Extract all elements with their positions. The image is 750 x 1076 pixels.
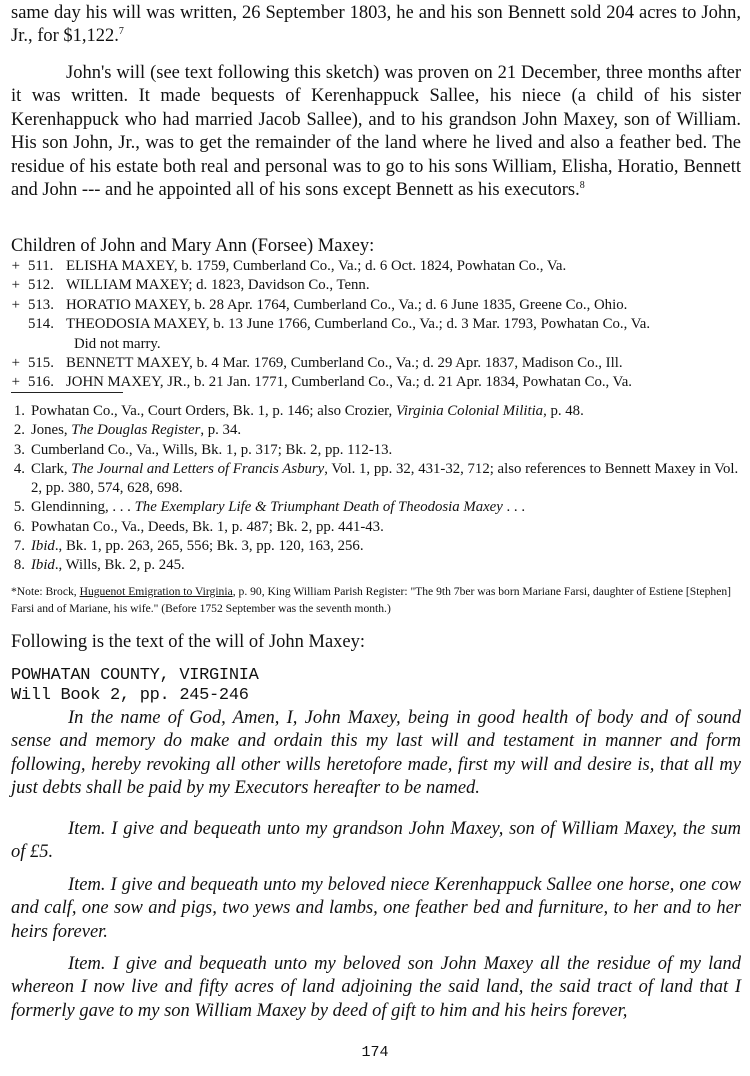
footnote	[0, 498, 750, 517]
paragraph-will-summary: John's will (see text following this sketch) was proven on 21 December, three months after it was written. It made bequests of Kerenhappuck Sallee, his niece (a child of his sister Kerenhappuck who had married Jacob Sallee), and to his grandson John Maxey, son of William. His son John, Jr., was to get the remainder of the land where he lived and also a feather bed. The residue of his estate both real and personal was to go to his sons William, Elisha, Horatio, Bennett and John --- and he appointed all of his sons except Bennett as his executors.$^8$	[11, 63, 741, 201]
page-number: 174	[361, 1044, 389, 1061]
footnote-ref: 8	[579, 179, 585, 191]
descendant-marker: +	[11, 355, 20, 372]
footnote	[0, 460, 750, 499]
child-text: THEODOSIA MAXEY, b. 13 June 1766, Cumberland Co., Va.; d. 3 Mar. 1793, Powhatan Co., Va.	[66, 316, 651, 333]
children-heading: Children of John and Mary Ann (Forsee) Maxey:	[11, 236, 375, 256]
cited-title: Huguenot Emigration to Virginia	[79, 585, 233, 598]
footnote-text: Powhatan Co., Va., Deeds, Bk. 1, p. 487; Bk. 2, pp. 441-43.	[31, 518, 384, 535]
child-number: 513.	[28, 296, 54, 313]
footnote	[0, 537, 750, 556]
child-entry	[0, 257, 750, 276]
child-number: 511.	[28, 258, 54, 274]
child-entry	[0, 373, 750, 392]
footnote-text: Jones, The Douglas Register, p. 34.	[31, 422, 242, 439]
child-text: JOHN MAXEY, JR., b. 21 Jan. 1771, Cumberland Co., Va.; d. 21 Apr. 1834, Powhatan Co., Va.	[66, 374, 632, 391]
descendant-marker	[0, 315, 28, 334]
will-paragraph: Item. I give and bequeath unto my beloved niece Kerenhappuck Sallee one horse, one cow and calf, one sow and pigs, two yews and lambs, one feather bed and furniture, to her and to her heirs forever.	[11, 875, 741, 942]
footnote-text: Cumberland Co., Va., Wills, Bk. 1, p. 317; Bk. 2, pp. 112-13.	[31, 441, 393, 458]
footnote-number: 3.	[13, 441, 25, 458]
descendant-marker: +	[11, 296, 20, 313]
paragraph-sale: same day his will was written, 26 September 1803, he and his son Bennett sold 204 acres to John, Jr., for $1,122.$^7$	[11, 3, 741, 47]
footnote-text: Ibid., Bk. 1, pp. 263, 265, 556; Bk. 3, pp. 120, 163, 256.	[31, 538, 364, 555]
footnote-text: Ibid., Wills, Bk. 2, p. 245.	[31, 557, 185, 574]
will-book-heading: Will Book 2, pp. 245-246	[11, 686, 249, 705]
will-paragraph: Item. I give and bequeath unto my grandson John Maxey, son of William Maxey, the sum of £5.	[11, 819, 741, 863]
footnote-text: Powhatan Co., Va., Court Orders, Bk. 1, p. 146; also Crozier, Virginia Colonial Militia, p. 48.	[31, 403, 584, 419]
footnote-number: 8.	[13, 557, 25, 574]
footnote-number: 4.	[13, 460, 25, 477]
child-entry	[0, 296, 750, 315]
footnote	[0, 518, 750, 537]
will-paragraph: In the name of God, Amen, I, John Maxey, being in good health of body and of sound sense and memory do make and ordain this my last will and testament in manner and form following, hereby revoking all other wills heretofore made, first my will and desire is, that all my just debts shall be paid by my Executors hereafter to be named.	[11, 708, 741, 799]
footnote-divider	[11, 392, 123, 393]
child-number: 512.	[28, 277, 54, 294]
child-text: BENNETT MAXEY, b. 4 Mar. 1769, Cumberland Co., Va.; d. 29 Apr. 1837, Madison Co., Ill.	[66, 355, 623, 372]
child-number: 514.	[28, 316, 54, 333]
child-text: HORATIO MAXEY, b. 28 Apr. 1764, Cumberland Co., Va.; d. 6 June 1835, Greene Co., Ohio.	[66, 296, 628, 313]
footnote	[0, 421, 750, 440]
footnote-ref: 7	[118, 26, 124, 38]
footnote-number: 6.	[13, 518, 25, 535]
child-entry	[0, 315, 750, 334]
children-list	[0, 257, 750, 393]
footnote-number: 7.	[13, 538, 25, 555]
child-number: 515.	[28, 355, 54, 372]
will-intro: Following is the text of the will of John Maxey:	[11, 632, 366, 652]
child-text: ELISHA MAXEY, b. 1759, Cumberland Co., Va.; d. 6 Oct. 1824, Powhatan Co., Va.	[66, 258, 567, 274]
footnote	[0, 556, 750, 575]
will-county-heading: POWHATAN COUNTY, VIRGINIA	[11, 666, 259, 685]
footnote-text: Clark, The Journal and Letters of Francis Asbury, Vol. 1, pp. 32, 431-32, 712; also references to Bennett Maxey in Vol. 2, pp. 380, 574, 628, 698.	[31, 460, 739, 497]
will-paragraph: Item. I give and bequeath unto my beloved son John Maxey all the residue of my land whereon I now live and fifty acres of land adjoining the said land, the said tract of land that I formerly gave to my son William Maxey by deed of gift to him and his heirs forever,	[11, 954, 741, 1021]
footnote-number: 2.	[13, 422, 25, 439]
asterisk-note: *Note: Brock, Huguenot Emigration to Virginia, p. 90, King William Parish Register: "The 9th 7ber was born Mariane Farsi, daughter of Estiene [Stephen] Farsi and of Mariane, his wife." (Before 1752 September was the seventh month.)	[11, 585, 732, 615]
footnotes	[0, 402, 750, 576]
footnote-text: Glendinning, . . . The Exemplary Life & Triumphant Death of Theodosia Maxey . . .	[31, 499, 526, 516]
child-entry	[0, 276, 750, 295]
descendant-marker: +	[11, 374, 20, 391]
child-text: WILLIAM MAXEY; d. 1823, Davidson Co., Tenn.	[66, 277, 370, 294]
child-entry-continuation: Did not marry.	[74, 335, 161, 352]
child-number: 516.	[28, 374, 54, 391]
footnote-number: 1.	[13, 403, 25, 419]
footnote	[0, 402, 750, 421]
descendant-marker: +	[11, 258, 20, 274]
footnote	[0, 441, 750, 460]
child-entry	[0, 354, 750, 373]
descendant-marker: +	[11, 277, 20, 294]
footnote-number: 5.	[13, 499, 25, 516]
